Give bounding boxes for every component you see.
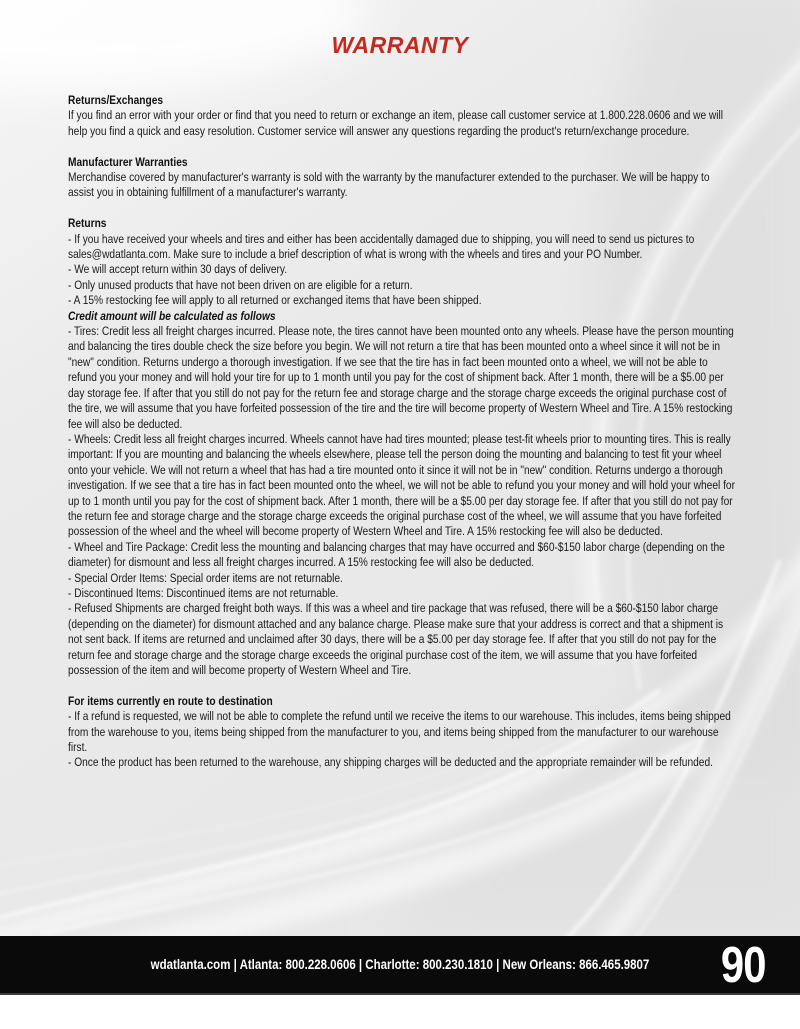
returns-item-30days: - We will accept return within 30 days of delivery. [68,262,288,277]
manufacturer-warranties-body: Merchandise covered by manufacturer's warranty is sold with the warranty by the manufacturer extended to the purchaser. We will be happy to assist you in obtaining fulfillment of a manufacturer's warranty. [68,170,710,200]
section-en-route [68,694,736,771]
returns-item-restocking: - A 15% restocking fee will apply to all returned or exchanged items that have been shipped. [68,293,482,308]
credit-calculation-subheading: Credit amount will be calculated as follows [68,308,276,323]
returns-exchanges-heading: Returns/Exchanges [68,93,164,107]
returns-item-received: - If you have received your wheels and tires and either has been accidentally damaged due to shipping, you will need to send us pictures to sales@wdatlanta.com. Make sure to include a brief description of what is wrong with the wheels and tires and your PO Number. [68,231,695,262]
returns-item-special-order: - Special Order Items: Special order items are not returnable. [68,570,343,585]
footer-bar [0,936,800,995]
returns-item-tires: - Tires: Credit less all freight charges incurred. Please note, the tires cannot have been mounted onto any wheels. Please have the person mounting and balancing the tires double check the size before you begin. We will not return a tire that has been mounted onto a wheel since it will not be in "new" condition. Returns undergo a thorough investigation. If we see that the tire has in fact been mounted onto a wheel, we will not be able to refund you your money and will hold your tire for up to 1 month until you pay for the cost of shipment back. After 1 month, there will be a $5.00 per day storage fee. If after that you still do not pay for the return fee and storage charge and the storage charge exceeds the original purchase cost of the tire, we will assume that you have forfeited possession of the tire and the tire will become property of Western Wheel and Tire. A 15% restocking fee will also be deducted. [68,324,734,431]
manufacturer-warranties-heading: Manufacturer Warranties [68,154,188,169]
returns-item-discontinued: - Discontinued Items: Discontinued items are not returnable. [68,585,339,600]
section-returns [68,216,736,678]
text-column [68,93,736,771]
returns-heading: Returns [68,216,107,231]
returns-exchanges-body: If you find an error with your order or find that you need to return or exchange an item, please call customer service at 1.800.228.0606 and we will help you find a quick and easy resolution. Customer service will answer any questions regarding the product's return/exchange procedure. [68,108,724,138]
en-route-item-refund: - If a refund is requested, we will not be able to complete the refund until we receive the items to our warehouse. This includes, items being shipped from the warehouse to you, items being shipped from the manufacturer to you, and items being shipped from the manufacturer to our warehouse first. [68,709,731,755]
page-title: WARRANTY [331,32,469,58]
warranty-content [68,93,736,771]
returns-item-refused-shipments: - Refused Shipments are charged freight both ways. If this was a wheel and tire package that was refused, there will be a $60-$150 labor charge (depending on the diameter) for dismount attached and any balance charge. Please make sure that your address is correct and that a shipment is not sent back. If items are returned and unclaimed after 30 days, there will be a $5.00 per day storage fee. If after that you still do not pay for the return fee and storage charge and the storage charge exceeds the original purchase cost of the item, we will assume that you have forfeited possession of the item and will become property of Western Wheel and Tire. [68,601,724,677]
returns-item-unused: - Only unused products that have not been driven on are eligible for a return. [68,277,413,292]
en-route-item-returned: - Once the product has been returned to the warehouse, any shipping charges will be deducted and the appropriate remainder will be refunded. [68,755,713,770]
document-body [0,32,800,771]
returns-item-wheels: - Wheels: Credit less all freight charges incurred. Wheels cannot have had tires mounted; please test-fit wheels prior to mounting tires. This is really important: If you are mounting and balancing the wheels elsewhere, please tell the person doing the mounting and balancing to test fit your wheel onto your vehicle. We will not return a wheel that has had a tire mounted onto it since it will not be in "new" condition. Returns undergo a thorough investigation. If we see that a tire has in fact been mounted onto the wheel, we will not be able to refund you your money and will hold your wheel for up to 1 month until you pay for the cost of shipment back. After 1 month, there will be a $5.00 per day storage fee. If after that you still do not pay for the return fee and storage charge and the storage charge exceeds the original purchase cost of the wheel, we will assume that you have forfeited possession of the wheel and the wheel will become property of Western Wheel and Tire. A 15% restocking fee will also be deducted. [68,431,735,539]
footer-contact-line: wdatlanta.com | Atlanta: 800.228.0606 | Charlotte: 800.230.1810 | New Orleans: 866.465.9807 [150,956,650,972]
section-returns-exchanges [68,93,736,139]
section-manufacturer-warranties [68,155,736,201]
page-number: 90 [721,936,766,993]
returns-item-package: - Wheel and Tire Package: Credit less the mounting and balancing charges that may have occurred and $60-$150 labor charge (depending on the diameter) for dismount and less all freight charges incurred. A 15% restocking fee will also be deducted. [68,539,725,570]
en-route-heading: For items currently en route to destination [68,693,273,708]
